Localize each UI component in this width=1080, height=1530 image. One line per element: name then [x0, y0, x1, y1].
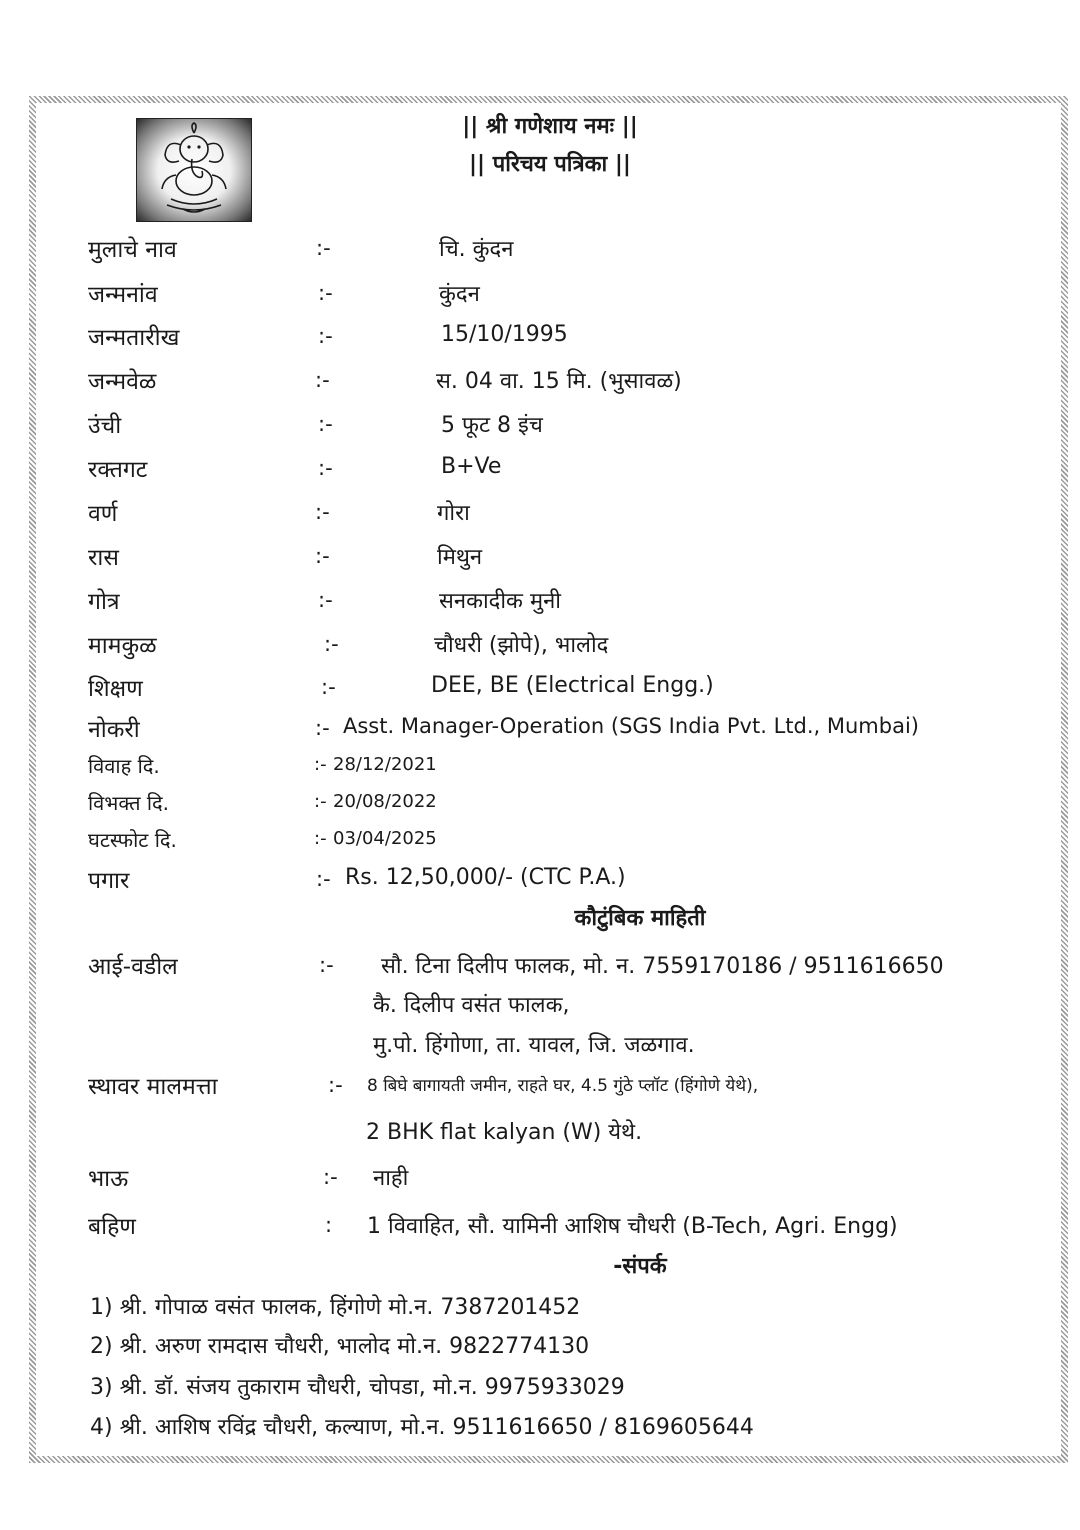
property-line: 2 BHK flat kalyan (W) येथे. [366, 1120, 643, 1145]
brother-value: नाही [373, 1166, 409, 1191]
detail-separator: :- [315, 500, 330, 524]
detail-label: जन्मनांव [88, 282, 158, 308]
detail-value: गोरा [437, 501, 470, 526]
detail-value: DEE, BE (Electrical Engg.) [431, 673, 714, 698]
detail-separator: :- [315, 716, 330, 740]
contact-item: 3) श्री. डॉ. संजय तुकाराम चौधरी, चोपडा, मो.न. 9975933029 [90, 1375, 625, 1400]
property-label: स्थावर मालमत्ता [88, 1074, 218, 1100]
detail-label: जन्मवेळ [88, 369, 157, 395]
detail-label: वर्ण [88, 501, 118, 527]
detail-value: मिथुन [437, 545, 483, 570]
detail-label: घटस्फोट दि. [88, 828, 177, 852]
invocation-heading: || श्री गणेशाय नमः || [462, 114, 638, 139]
detail-separator: :- [315, 544, 330, 568]
detail-separator: :- [324, 632, 339, 656]
parents-line: मु.पो. हिंगोणा, ता. यावल, जि. जळगाव. [373, 1033, 695, 1058]
detail-value: B+Ve [441, 454, 502, 479]
detail-separator: :- [316, 236, 331, 260]
document-title: || परिचय पत्रिका || [469, 152, 631, 177]
detail-separator: :- [314, 791, 327, 812]
detail-label: गोत्र [88, 589, 120, 615]
detail-value: Asst. Manager-Operation (SGS India Pvt. Ltd., Mumbai) [343, 714, 919, 738]
detail-label: विवाह दि. [88, 754, 160, 778]
detail-separator: :- [318, 281, 333, 305]
detail-value: 28/12/2021 [333, 754, 437, 775]
brother-separator: :- [323, 1165, 338, 1189]
detail-separator: :- [318, 588, 333, 612]
brother-label: भाऊ [88, 1166, 129, 1192]
detail-label: मुलाचे नाव [88, 237, 177, 263]
detail-separator: :- [316, 867, 331, 891]
detail-value: स. 04 वा. 15 मि. (भुसावळ) [436, 369, 682, 394]
sister-value: 1 विवाहित, सौ. यामिनी आशिष चौधरी (B-Tech, Agri. Engg) [367, 1214, 898, 1239]
contact-item: 2) श्री. अरुण रामदास चौधरी, भालोद मो.न. 9822774130 [90, 1334, 590, 1359]
detail-value: Rs. 12,50,000/- (CTC P.A.) [345, 865, 626, 890]
contact-item: 1) श्री. गोपाळ वसंत फालक, हिंगोणे मो.न. 7387201452 [90, 1295, 581, 1320]
detail-label: उंची [88, 413, 122, 439]
detail-value: 03/04/2025 [333, 828, 437, 849]
parents-separator: :- [319, 953, 334, 977]
detail-value: 20/08/2022 [333, 791, 437, 812]
contacts-heading: -संपर्क [613, 1254, 667, 1279]
detail-value: सनकादीक मुनी [439, 589, 562, 614]
detail-value: 15/10/1995 [441, 322, 568, 347]
detail-separator: :- [321, 675, 336, 699]
sister-label: बहिण [88, 1214, 136, 1240]
parents-line: कै. दिलीप वसंत फालक, [373, 993, 570, 1018]
detail-separator: :- [318, 456, 333, 480]
detail-label: जन्मतारीख [88, 325, 180, 351]
sister-separator: : [325, 1213, 333, 1237]
detail-separator: :- [318, 412, 333, 436]
detail-label: विभक्त दि. [88, 791, 169, 815]
detail-value: कुंदन [439, 282, 480, 307]
detail-separator: :- [314, 754, 327, 775]
detail-label: शिक्षण [88, 676, 143, 702]
detail-value: 5 फूट 8 इंच [441, 413, 543, 438]
detail-value: चि. कुंदन [439, 237, 514, 262]
contact-item: 4) श्री. आशिष रविंद्र चौधरी, कल्याण, मो.न. 9511616650 / 8169605644 [90, 1415, 754, 1440]
detail-label: रास [88, 545, 119, 571]
detail-separator: :- [315, 368, 330, 392]
detail-label: रक्तगट [88, 457, 148, 483]
family-heading: कौटुंबिक माहिती [574, 906, 706, 931]
detail-separator: :- [314, 828, 327, 849]
property-separator: :- [328, 1073, 343, 1097]
detail-label: नोकरी [88, 717, 140, 743]
detail-separator: :- [318, 324, 333, 348]
detail-value: चौधरी (झोपे), भालोद [434, 633, 609, 658]
parents-line: सौ. टिना दिलीप फालक, मो. न. 7559170186 / 9511616650 [381, 954, 944, 979]
property-line: 8 बिघे बागायती जमीन, राहते घर, 4.5 गुंठे प्लॉट (हिंगोणे येथे), [367, 1076, 759, 1096]
detail-label: मामकुळ [88, 633, 157, 659]
detail-label: पगार [88, 868, 130, 894]
parents-label: आई-वडील [88, 954, 178, 980]
